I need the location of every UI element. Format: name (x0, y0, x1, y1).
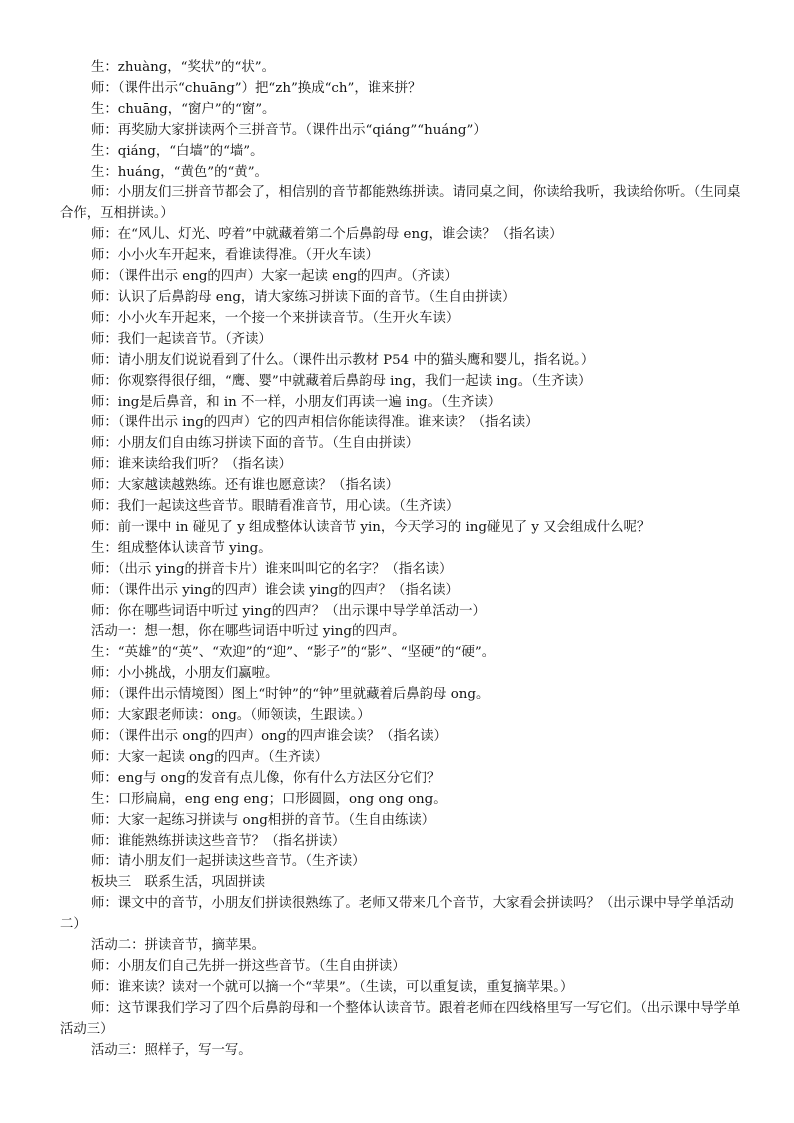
paragraph: 师：我们一起读音节。（齐读） (91, 331, 272, 347)
paragraph: 师：这节课我们学习了四个后鼻韵母和一个整体认读音节。跟着老师在四线格里写一写它们。（出示课中导学单活动三） (60, 1000, 741, 1037)
paragraph: 师：小小挑战，小朋友们赢啦。 (91, 666, 279, 682)
paragraph: 生：“英雄”的“英”、“欢迎”的“迎”、“影子”的“影”、“坚硬”的“硬”。 (91, 645, 496, 661)
paragraph: 师：请小朋友们一起拼读这些音节。（生齐读） (91, 854, 366, 870)
paragraph: 师：谁来读给我们听？（指名读） (91, 457, 292, 473)
paragraph: 师：在“风儿、灯光、哼着”中就藏着第二个后鼻韵母 eng，谁会读？（指名读） (91, 227, 563, 243)
paragraph: 生：zhuàng，“奖状”的“状”。 (91, 60, 275, 75)
paragraph: 生：qiáng，“白墙”的“墙”。 (91, 143, 264, 159)
paragraph: 师：（课件出示 eng的四声）大家一起读 eng的四声。（齐读） (91, 269, 458, 285)
paragraph: 师：我们一起读这些音节。眼睛看准音节，用心读。（生齐读） (91, 499, 460, 515)
paragraph: 生：组成整体认读音节 ying。 (91, 540, 272, 556)
paragraph: 师：课文中的音节，小朋友们拼读很熟练了。老师又带来几个音节，大家看会拼读吗？（出示课中导学单活动二） (60, 896, 734, 933)
section-heading: 板块三 联系生活，巩固拼读 (91, 875, 266, 891)
paragraph: 师：小朋友们自由练习拼读下面的音节。（生自由拼读） (91, 436, 420, 452)
paragraph: 师：（课件出示 ong的四声）ong的四声谁会读？（指名读） (91, 729, 448, 744)
paragraph: 师：（课件出示 ing的四声）它的四声相信你能读得准。谁来读？（指名读） (91, 415, 539, 431)
paragraph: 师：谁来读？读对一个就可以摘一个“苹果”。（生读，可以重复读，重复摘苹果。） (91, 979, 574, 995)
paragraph: 师：小小火车开起来，一个接一个来拼读音节。（生开火车读） (91, 310, 460, 326)
paragraph: 师：ing是后鼻音，和 in 不一样，小朋友们再读一遍 ing。（生齐读） (91, 394, 502, 410)
paragraph: 师：（出示 ying的拼音卡片）谁来叫叫它的名字？（指名读） (91, 561, 453, 577)
paragraph: 师：大家一起读 ong的四声。（生齐读） (91, 749, 329, 765)
activity-label: 活动三：照样子，写一写。 (91, 1042, 252, 1058)
paragraph: 师：小小火车开起来，看谁读得准。（开火车读） (91, 248, 379, 264)
activity-label: 活动一：想一想，你在哪些词语中听过 ying的四声。 (91, 624, 406, 640)
paragraph: 师：大家一起练习拼读与 ong相拼的音节。（生自由练读） (91, 812, 436, 828)
paragraph: 师：eng与 ong的发音有点儿像，你有什么方法区分它们？ (91, 770, 441, 786)
paragraph: 生：chuāng，“窗户”的“窗”。 (91, 101, 276, 117)
paragraph: 生：huáng，“黄色”的“黄”。 (91, 164, 268, 180)
paragraph: 生：口形扁扁，eng eng eng；口形圆圆，ong ong ong。 (91, 791, 447, 807)
paragraph: 师：再奖励大家拼读两个三拼音节。（课件出示“qiáng”“huáng”） (91, 122, 487, 138)
paragraph: 师：请小朋友们说说看到了什么。（课件出示教材 P54 中的猫头鹰和婴儿，指名说。） (91, 352, 595, 368)
paragraph: 师：小朋友们自己先拼一拼这些音节。（生自由拼读） (91, 958, 406, 974)
activity-label: 活动二：拼读音节，摘苹果。 (91, 938, 266, 954)
paragraph: 师：你观察得很仔细，“鹰、婴”中就藏着后鼻韵母 ing，我们一起读 ing。（生齐读） (91, 373, 592, 389)
paragraph: 师：（课件出示 ying的四声）谁会读 ying的四声？（指名读） (91, 582, 459, 598)
paragraph: 师：谁能熟练拼读这些音节？（指名拼读） (91, 833, 346, 849)
paragraph: 师：小朋友们三拼音节都会了，相信别的音节都能熟练拼读。请同桌之间，你读给我听，我读给你听。（生同桌合作，互相拼读。） (60, 185, 741, 222)
paragraph: 师：（课件出示“chuāng”）把“zh”换成“ch”，谁来拼？ (91, 80, 422, 96)
paragraph: 师：你在哪些词语中听过 ying的四声？（出示课中导学单活动一） (91, 603, 486, 619)
paragraph: 师：大家越读越熟练。还有谁也愿意读？（指名读） (91, 478, 399, 494)
paragraph: 师：前一课中 in 碰见了 y 组成整体认读音节 yin，今天学习的 ing碰见了 y 又会组成什么呢？ (91, 519, 651, 535)
paragraph: 师：（课件出示情境图）图上“时钟”的“钟”里就藏着后鼻韵母 ong。 (91, 687, 490, 703)
paragraph: 师：认识了后鼻韵母 eng，请大家练习拼读下面的音节。（生自由拼读） (91, 289, 516, 305)
paragraph: 师：大家跟老师读：ong。（师领读，生跟读。） (91, 708, 371, 724)
